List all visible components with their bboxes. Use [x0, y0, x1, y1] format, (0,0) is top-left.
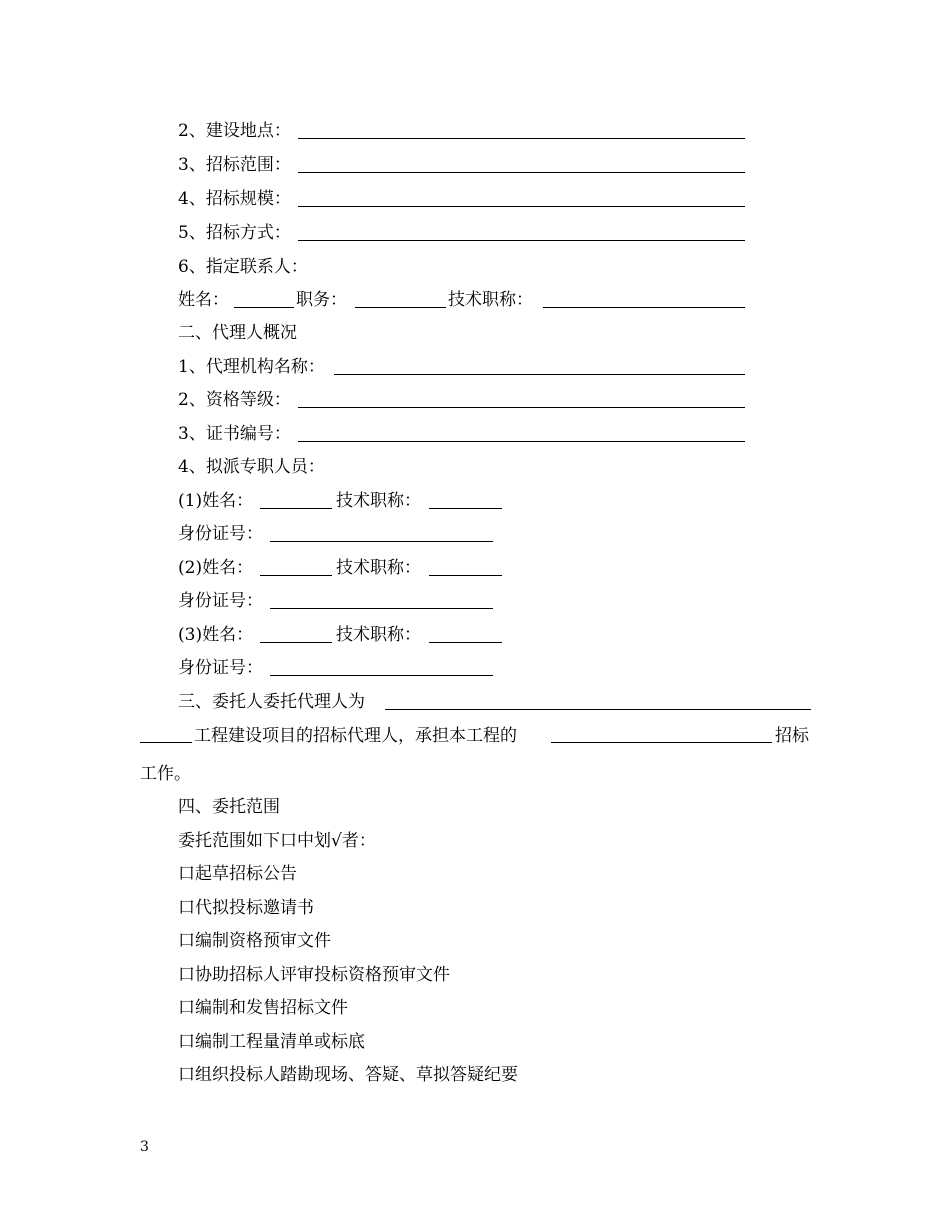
scope-item-prequal-docs: 口编制资格预审文件	[178, 931, 331, 951]
qualification-grade-blank	[298, 407, 745, 408]
entrusted-agent-blank	[385, 709, 811, 710]
scope-item-tender-docs: 口编制和发售招标文件	[178, 998, 348, 1018]
certificate-number-blank	[298, 441, 745, 442]
tender-scope-blank	[298, 172, 745, 173]
entrustment-body-end: 工作。	[140, 764, 191, 784]
tender-scale-blank	[298, 206, 745, 207]
tender-scope-label: 3、招标范围：	[178, 155, 291, 175]
scope-instruction: 委托范围如下口中划√者：	[178, 831, 376, 851]
staff2-id-blank	[270, 608, 493, 609]
staff3-title-blank	[429, 642, 502, 643]
staff1-name-blank	[260, 508, 332, 509]
staff3-title-label: 技术职称：	[336, 625, 421, 645]
staff2-title-blank	[429, 575, 502, 576]
staff1-id-blank	[270, 541, 493, 542]
entrustment-heading: 三、委托人委托代理人为	[178, 692, 365, 712]
page-number: 3	[140, 1139, 149, 1155]
staff1-id-label: 身份证号：	[178, 524, 263, 544]
staff3-id-blank	[270, 675, 493, 676]
entrustment-body-tail: 招标	[775, 726, 809, 746]
tender-method-label: 5、招标方式：	[178, 223, 291, 243]
scope-item-bill-of-quantities: 口编制工程量清单或标底	[178, 1032, 365, 1052]
scope-item-prequal-review: 口协助招标人评审投标资格预审文件	[178, 965, 450, 985]
contact-position-label: 职务：	[296, 290, 347, 310]
staff2-name-label: (2)姓名：	[178, 558, 254, 578]
scope-heading: 四、委托范围	[178, 797, 280, 817]
construction-site-label: 2、建设地点：	[178, 121, 291, 141]
contact-name-blank	[234, 307, 294, 308]
staff3-id-label: 身份证号：	[178, 658, 263, 678]
agency-name-label: 1、代理机构名称：	[178, 357, 325, 377]
staff3-name-blank	[260, 642, 332, 643]
staff1-title-label: 技术职称：	[336, 491, 421, 511]
scope-item-site-visit: 口组织投标人踏勘现场、答疑、草拟答疑纪要	[178, 1065, 518, 1085]
tender-type-blank	[551, 742, 772, 743]
contact-name-label: 姓名：	[178, 290, 229, 310]
assigned-staff-label: 4、拟派专职人员：	[178, 457, 325, 477]
contact-title-label: 技术职称：	[448, 290, 533, 310]
scope-item-invitation: 口代拟投标邀请书	[178, 898, 314, 918]
qualification-grade-label: 2、资格等级：	[178, 390, 291, 410]
agent-overview-heading: 二、代理人概况	[178, 323, 297, 343]
entrustment-body-text: 工程建设项目的招标代理人，承担本工程的	[194, 726, 517, 746]
staff2-name-blank	[260, 575, 332, 576]
contact-title-blank	[543, 307, 745, 308]
agency-name-blank	[334, 374, 745, 375]
tender-method-blank	[298, 240, 745, 241]
tender-scale-label: 4、招标规模：	[178, 189, 291, 209]
staff3-name-label: (3)姓名：	[178, 625, 254, 645]
staff2-title-label: 技术职称：	[336, 558, 421, 578]
staff1-title-blank	[429, 508, 502, 509]
staff2-id-label: 身份证号：	[178, 591, 263, 611]
contact-position-blank	[355, 307, 446, 308]
project-name-blank	[140, 742, 192, 743]
certificate-number-label: 3、证书编号：	[178, 424, 291, 444]
contact-person-label: 6、指定联系人：	[178, 257, 308, 277]
staff1-name-label: (1)姓名：	[178, 491, 254, 511]
construction-site-blank	[298, 138, 745, 139]
scope-item-draft-notice: 口起草招标公告	[178, 864, 297, 884]
